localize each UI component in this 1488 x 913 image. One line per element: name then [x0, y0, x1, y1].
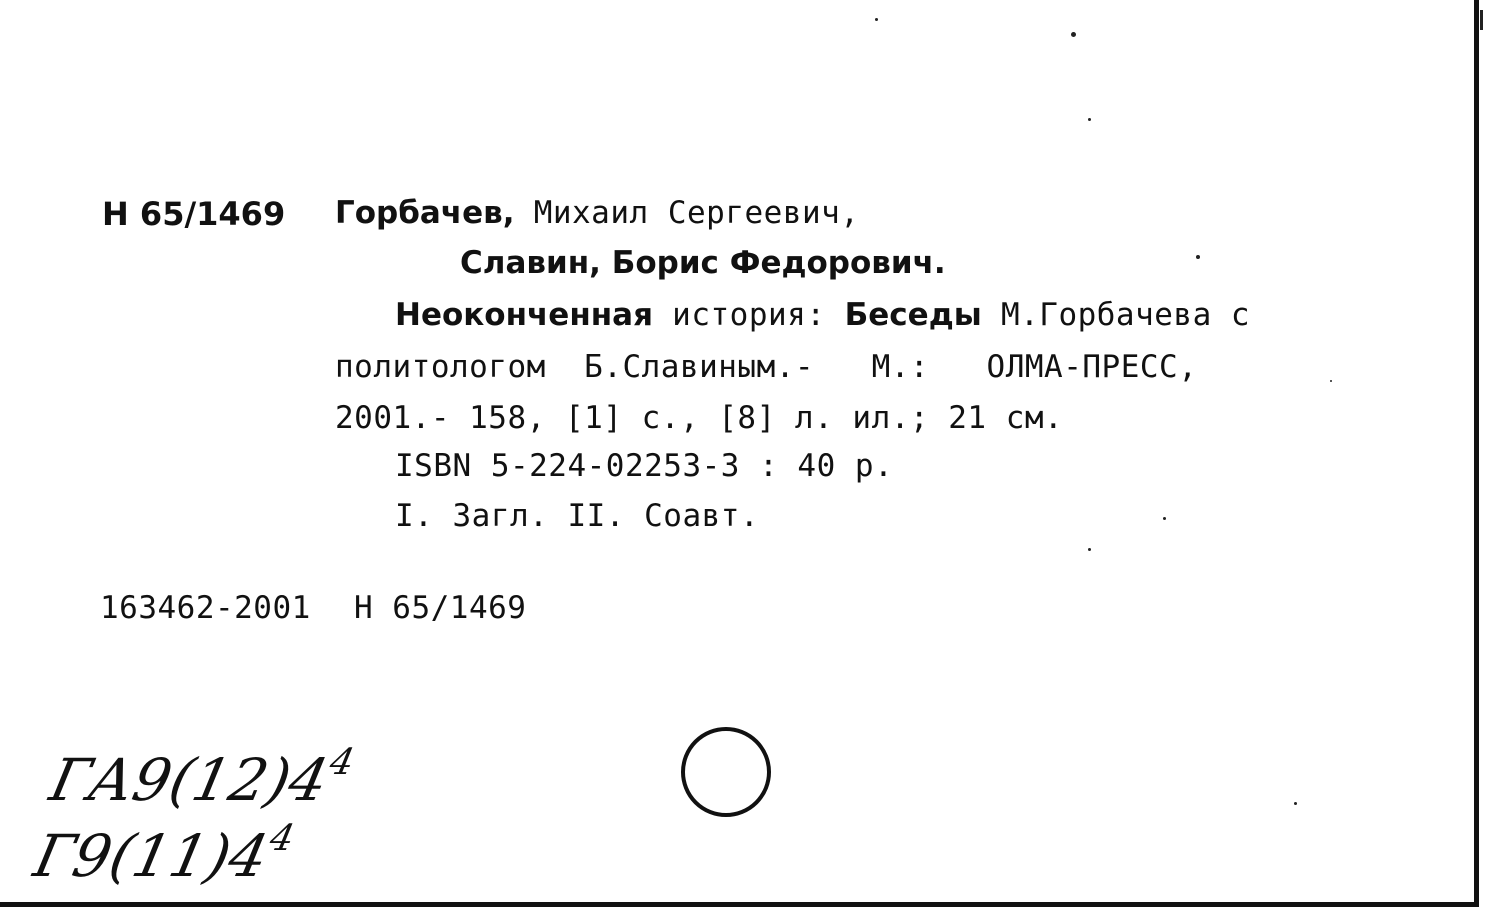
- author-surname: Горбачев,: [335, 195, 515, 231]
- tracings-line: I. Загл. II. Соавт.: [395, 498, 760, 534]
- call-number: Н 65/1469: [102, 195, 286, 233]
- handwritten-code-2-sup: 4: [266, 818, 298, 859]
- handwritten-code-2-text: Г9(11)4: [28, 822, 275, 890]
- title-continuation: политологом Б.Славиным.- М.: ОЛМА-ПРЕСС,: [335, 349, 1198, 385]
- speck: [1088, 548, 1091, 551]
- coauthor-line: Славин, Борис Федорович.: [460, 245, 946, 281]
- title-line: [395, 297, 1250, 333]
- speck: [1088, 118, 1091, 121]
- publication-line: 2001.- 158, [1] с., [8] л. ил.; 21 см.: [335, 400, 1064, 436]
- edge-mark: [1480, 10, 1483, 30]
- speck: [875, 18, 878, 21]
- speck: [1196, 255, 1200, 259]
- handwritten-code-1-text: ГА9(12)4: [44, 746, 335, 814]
- handwritten-code-1: [44, 742, 357, 814]
- handwritten-code-1-sup: 4: [326, 742, 358, 783]
- speck: [1071, 32, 1076, 37]
- isbn-line: ISBN 5-224-02253-3 : 40 р.: [395, 448, 894, 484]
- title-word-2: история:: [672, 297, 826, 333]
- circle-stamp: [681, 727, 771, 817]
- title-word-1: Неоконченная: [395, 297, 653, 333]
- speck: [1163, 517, 1166, 520]
- speck: [1294, 802, 1297, 805]
- inventory-call-number: Н 65/1469: [353, 590, 527, 626]
- inventory-number: 163462-2001: [100, 590, 311, 626]
- title-word-3: Беседы: [844, 297, 982, 333]
- author-given-name: Михаил Сергеевич,: [533, 195, 860, 231]
- speck: [1330, 380, 1332, 382]
- author-line: [335, 195, 859, 231]
- inventory-line: [100, 590, 526, 626]
- title-word-4: М.Горбачева с: [1000, 297, 1251, 333]
- handwritten-code-2: [28, 818, 297, 890]
